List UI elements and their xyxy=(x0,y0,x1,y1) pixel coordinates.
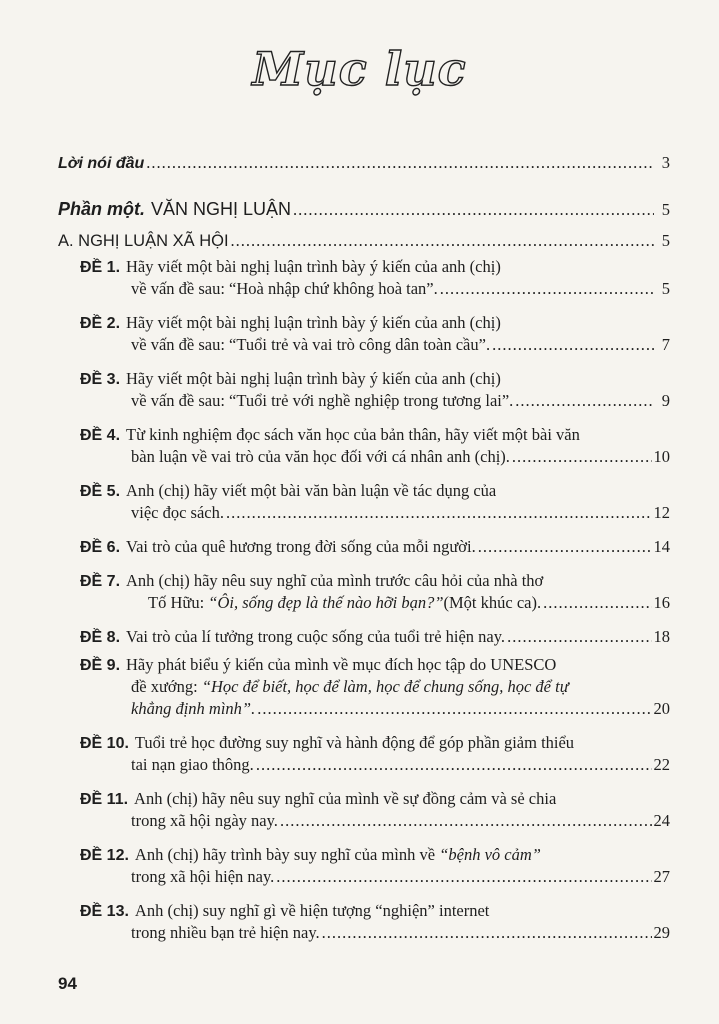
page-ref: 5 xyxy=(661,279,670,298)
entry-text: Hãy viết một bài nghị luận trình bày ý kiến của anh (chị) xyxy=(126,257,501,276)
dot-leader xyxy=(507,626,651,648)
page-ref: 18 xyxy=(653,627,670,646)
entry-text: trong xã hội ngày nay. xyxy=(131,811,278,830)
page-ref: 22 xyxy=(653,755,670,774)
dot-leader xyxy=(478,536,652,558)
toc-entry-de-3[interactable] xyxy=(58,368,670,412)
toc-entry-de-6[interactable] xyxy=(58,536,670,558)
entry-text: tai nạn giao thông. xyxy=(131,755,254,774)
entry-text: (Một khúc ca). xyxy=(443,593,542,612)
entry-label: ĐỀ 1. xyxy=(80,259,121,276)
dot-leader xyxy=(293,199,654,221)
page-ref: 14 xyxy=(653,537,670,556)
entry-text: trong xã hội hiện nay. xyxy=(131,867,275,886)
entry-label: ĐỀ 7. xyxy=(80,573,121,590)
toc-entry-de-13[interactable] xyxy=(58,900,670,944)
dot-leader xyxy=(515,390,654,412)
toc-entry-de-5[interactable] xyxy=(58,480,670,524)
page-ref: 3 xyxy=(661,153,670,172)
page-ref: 24 xyxy=(653,811,670,830)
entry-text: Hãy viết một bài nghị luận trình bày ý kiến của anh (chị) xyxy=(126,369,501,388)
toc-entry-de-7[interactable] xyxy=(58,570,670,614)
dot-leader xyxy=(257,698,651,720)
entry-quote: “Ôi, sống đẹp là thế nào hỡi bạn?” xyxy=(208,593,444,612)
entry-label: ĐỀ 4. xyxy=(80,427,121,444)
entry-text: về vấn đề sau: “Tuổi trẻ với nghề nghiệp trong tương lai”. xyxy=(131,391,514,410)
entry-text: bàn luận về vai trò của văn học đối với cá nhân anh (chị). xyxy=(131,447,510,466)
page-ref: 9 xyxy=(661,391,670,410)
dot-leader xyxy=(146,152,654,174)
toc-entry-de-1[interactable] xyxy=(58,256,670,300)
page-number: 94 xyxy=(58,974,77,993)
page-title: Mục lục xyxy=(252,42,467,96)
entry-quote: “Học để biết, học để làm, học để chung sống, học để tự xyxy=(201,677,569,696)
toc-part-one[interactable] xyxy=(58,198,670,220)
toc-entry-de-8[interactable] xyxy=(58,626,670,648)
entry-text: trong nhiều bạn trẻ hiện nay. xyxy=(131,923,320,942)
entry-text: Anh (chị) hãy nêu suy nghĩ của mình về sự đồng cảm và sẻ chia xyxy=(134,789,557,808)
toc-entry-de-12[interactable] xyxy=(58,844,670,888)
entry-text: Anh (chị) hãy trình bày suy nghĩ của mình về xyxy=(134,845,436,864)
dot-leader xyxy=(492,334,654,356)
toc-entry-de-9[interactable] xyxy=(58,654,670,720)
entry-label: ĐỀ 11. xyxy=(80,791,129,808)
part-label: Phần một. xyxy=(58,199,146,219)
entry-label: ĐỀ 6. xyxy=(80,539,121,556)
dot-leader xyxy=(226,502,652,524)
dot-leader xyxy=(543,592,651,614)
entry-text: Anh (chị) suy nghĩ gì về hiện tượng “nghiện” internet xyxy=(134,901,490,920)
dot-leader xyxy=(280,810,652,832)
dot-leader xyxy=(512,446,652,468)
page-ref: 12 xyxy=(653,503,670,522)
entry-label: ĐỀ 2. xyxy=(80,315,121,332)
table-of-contents xyxy=(58,150,670,944)
entry-text: Vai trò của quê hương trong đời sống của mỗi người. xyxy=(126,537,476,556)
entry-text: Tuổi trẻ học đường suy nghĩ và hành động để góp phần giảm thiểu xyxy=(134,733,575,752)
page-ref: 27 xyxy=(653,867,670,886)
dot-leader xyxy=(440,278,654,300)
entry-quote: “bệnh vô cảm” xyxy=(439,845,541,864)
entry-label: ĐỀ 13. xyxy=(80,903,129,920)
page-ref: 16 xyxy=(653,593,670,612)
entry-quote: khẳng định mình”. xyxy=(131,699,256,718)
dot-leader xyxy=(322,922,652,944)
page-ref: 7 xyxy=(661,335,670,354)
page-ref: 29 xyxy=(653,923,670,942)
entry-text: Hãy phát biểu ý kiến của mình về mục đích học tập do UNESCO xyxy=(126,655,557,674)
dot-leader xyxy=(276,866,651,888)
toc-preface[interactable] xyxy=(58,152,670,174)
section-title: A. NGHỊ LUẬN XÃ HỘI xyxy=(58,232,229,250)
entry-text: Anh (chị) hãy viết một bài văn bàn luận về tác dụng của xyxy=(126,481,497,500)
entry-text: việc đọc sách. xyxy=(131,503,224,522)
entry-text: về vấn đề sau: “Tuổi trẻ và vai trò công dân toàn cầu”. xyxy=(131,335,491,354)
entry-label: ĐỀ 10. xyxy=(80,735,129,752)
dot-leader xyxy=(256,754,652,776)
entry-text: Vai trò của lí tưởng trong cuộc sống của tuổi trẻ hiện nay. xyxy=(126,627,506,646)
entry-text: Anh (chị) hãy nêu suy nghĩ của mình trước câu hỏi của nhà thơ xyxy=(126,571,544,590)
toc-section-a[interactable] xyxy=(58,230,670,252)
entry-label: ĐỀ 9. xyxy=(80,657,121,674)
entry-label: ĐỀ 8. xyxy=(80,629,121,646)
entry-text: Tố Hữu: xyxy=(148,593,205,612)
toc-entry-de-4[interactable] xyxy=(58,424,670,468)
entry-label: ĐỀ 12. xyxy=(80,847,129,864)
page-ref: 5 xyxy=(661,200,670,219)
entry-text: Từ kinh nghiệm đọc sách văn học của bản thân, hãy viết một bài văn xyxy=(126,425,580,444)
preface-label: Lời nói đầu xyxy=(58,155,145,172)
toc-entry-de-10[interactable] xyxy=(58,732,670,776)
page-ref: 5 xyxy=(661,231,670,250)
entry-label: ĐỀ 3. xyxy=(80,371,121,388)
toc-entry-de-11[interactable] xyxy=(58,788,670,832)
entry-text: Hãy viết một bài nghị luận trình bày ý kiến của anh (chị) xyxy=(126,313,501,332)
entry-text: về vấn đề sau: “Hoà nhập chứ không hoà tan”. xyxy=(131,279,438,298)
page-ref: 20 xyxy=(653,699,670,718)
dot-leader xyxy=(231,230,654,252)
entry-text: đề xướng: xyxy=(131,677,198,696)
entry-label: ĐỀ 5. xyxy=(80,483,121,500)
page-ref: 10 xyxy=(653,447,670,466)
toc-entry-de-2[interactable] xyxy=(58,312,670,356)
part-title: VĂN NGHỊ LUẬN xyxy=(151,199,292,219)
